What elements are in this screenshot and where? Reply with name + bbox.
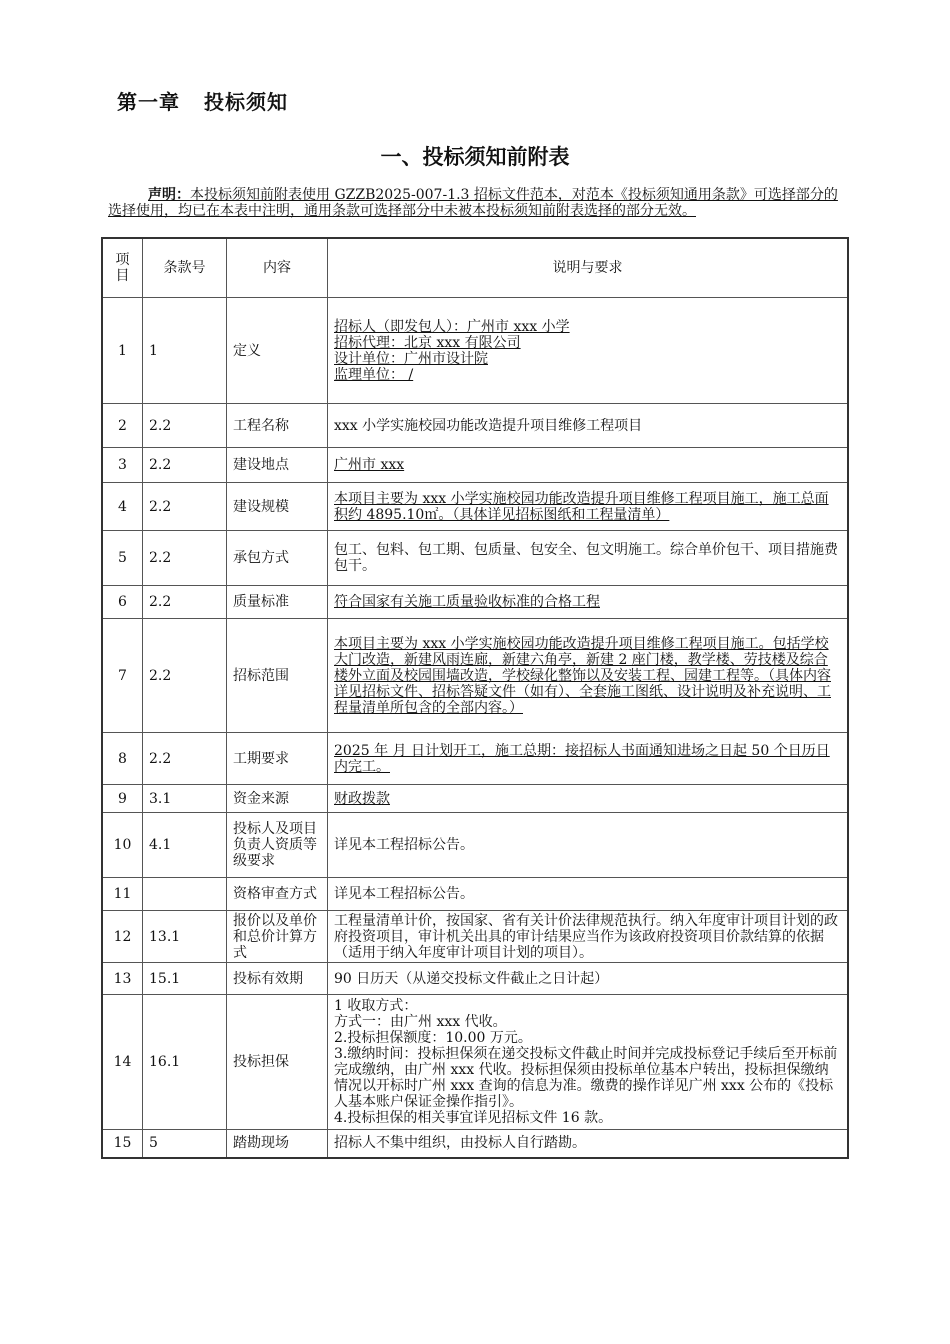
row-clause [143, 878, 227, 911]
table-row [102, 785, 848, 813]
chapter-heading [117, 86, 312, 115]
row-clause: 2.2 [143, 448, 227, 483]
table-row [102, 911, 848, 963]
row-desc: 包工、包料、包工期、包质量、包安全、包文明施工。综合单价包干、项目措施费包干。 [328, 531, 849, 586]
row-item: 投标担保 [227, 995, 328, 1130]
header-no: 项目 [102, 238, 143, 298]
pre-table [101, 237, 849, 1159]
row-desc: 详见本工程招标公告。 [328, 813, 849, 878]
row-item: 资金来源 [227, 785, 328, 813]
row-item: 投标有效期 [227, 963, 328, 995]
row-number: 8 [102, 733, 143, 785]
row-number: 4 [102, 483, 143, 531]
row-clause: 5 [143, 1130, 227, 1158]
row-desc: 工程量清单计价，按国家、省有关计价法律规范执行。纳入年度审计项目计划的政府投资项目，审计机关出具的审计结果应当作为该政府投资项目价款结算的依据（适用于纳入年度审计项目计划的项目）。 [328, 911, 849, 963]
section-title: 一、投标须知前附表 [380, 145, 570, 169]
row-number: 9 [102, 785, 143, 813]
table-row [102, 483, 848, 531]
row-item: 资格审查方式 [227, 878, 328, 911]
chapter-title: 投标须知 [204, 90, 288, 114]
header-clause: 条款号 [143, 238, 227, 298]
row-item: 建设地点 [227, 448, 328, 483]
table-row [102, 404, 848, 448]
row-desc: 本项目主要为 xxx 小学实施校园功能改造提升项目维修工程项目施工。包括学校大门改造，新建风雨连廊，新建六角亭，新建 2 座门楼，教学楼、劳技楼及综合楼外立面及校园围墙改造，学校绿化整饰以及安装工程、园建工程等。（具体内容详见招标文件、招标答疑文件（如有）、全套施工图纸、设计说明及补充说明、工程量清单所包含的全部内容。） [328, 619, 849, 733]
table-row [102, 813, 848, 878]
table-row [102, 995, 848, 1130]
row-desc: 90 日历天（从递交投标文件截止之日计起） [328, 963, 849, 995]
row-number: 12 [102, 911, 143, 963]
row-desc: 详见本工程招标公告。 [328, 878, 849, 911]
row-number: 3 [102, 448, 143, 483]
row-clause: 2.2 [143, 586, 227, 619]
row-desc: 财政拨款 [328, 785, 849, 813]
row-number: 5 [102, 531, 143, 586]
row-clause: 1 [143, 298, 227, 404]
row-item: 承包方式 [227, 531, 328, 586]
statement [108, 187, 846, 219]
row-item: 建设规模 [227, 483, 328, 531]
row-desc: 2025 年 月 日计划开工，施工总期：接招标人书面通知进场之日起 50 个日历日内完工。 [328, 733, 849, 785]
row-clause: 2.2 [143, 531, 227, 586]
table-row [102, 963, 848, 995]
row-clause: 2.2 [143, 483, 227, 531]
row-item: 工程名称 [227, 404, 328, 448]
row-desc: 招标人（即发包人）：广州市 xxx 小学 招标代理：北京 xxx 有限公司 设计单位：广州市设计院 监理单位： / [328, 298, 849, 404]
row-clause: 15.1 [143, 963, 227, 995]
row-item: 质量标准 [227, 586, 328, 619]
statement-label: 声明： [148, 187, 190, 203]
header-item: 内容 [227, 238, 328, 298]
table-row [102, 733, 848, 785]
table-row [102, 298, 848, 404]
header-desc: 说明与要求 [328, 238, 849, 298]
row-clause: 2.2 [143, 404, 227, 448]
row-number: 10 [102, 813, 143, 878]
table-row [102, 619, 848, 733]
row-desc: 本项目主要为 xxx 小学实施校园功能改造提升项目维修工程项目施工，施工总面积约 4895.10㎡。（具体详见招标图纸和工程量清单） [328, 483, 849, 531]
row-clause: 4.1 [143, 813, 227, 878]
row-item: 报价以及单价和总价计算方式 [227, 911, 328, 963]
statement-text: 本投标须知前附表使用 GZZB2025-007-1.3 招标文件范本，对范本《投标须知通用条款》可选择部分的选择使用，均已在本表中注明，通用条款可选择部分中未被本投标须知前附表选择的部分无效。 [108, 187, 838, 219]
row-number: 14 [102, 995, 143, 1130]
row-item: 踏勘现场 [227, 1130, 328, 1158]
row-desc: 广州市 xxx [328, 448, 849, 483]
row-clause: 2.2 [143, 733, 227, 785]
table-row [102, 878, 848, 911]
row-clause: 16.1 [143, 995, 227, 1130]
row-item: 投标人及项目负责人资质等级要求 [227, 813, 328, 878]
row-desc: 招标人不集中组织，由投标人自行踏勘。 [328, 1130, 849, 1158]
row-number: 1 [102, 298, 143, 404]
row-clause: 13.1 [143, 911, 227, 963]
row-clause: 2.2 [143, 619, 227, 733]
row-number: 15 [102, 1130, 143, 1158]
row-desc: 符合国家有关施工质量验收标准的合格工程 [328, 586, 849, 619]
table-row [102, 1130, 848, 1158]
table-header-row [102, 238, 848, 298]
row-desc: xxx 小学实施校园功能改造提升项目维修工程项目 [328, 404, 849, 448]
row-number: 13 [102, 963, 143, 995]
row-number: 11 [102, 878, 143, 911]
row-item: 定义 [227, 298, 328, 404]
row-clause: 3.1 [143, 785, 227, 813]
chapter-number: 第一章 [117, 90, 180, 114]
row-desc: 1 收取方式： 方式一：由广州 xxx 代收。 2.投标担保额度：10.00 万元。 3.缴纳时间：投标担保须在递交投标文件截止时间并完成投标登记手续后至开标前完成缴纳，由广州 xxx 代收。投标担保须由投标单位基本户转出，投标担保缴纳情况以开标时广州 xxx 查询的信息为准。缴费的操作详见广州 xxx 公布的《投标人基本账户保证金操作指引》。 4.投标担保的相关事宜详见招标文件 16 款。 [328, 995, 849, 1130]
row-item: 招标范围 [227, 619, 328, 733]
row-number: 2 [102, 404, 143, 448]
row-item: 工期要求 [227, 733, 328, 785]
row-number: 6 [102, 586, 143, 619]
table-row [102, 531, 848, 586]
table-row [102, 448, 848, 483]
table-row [102, 586, 848, 619]
row-number: 7 [102, 619, 143, 733]
